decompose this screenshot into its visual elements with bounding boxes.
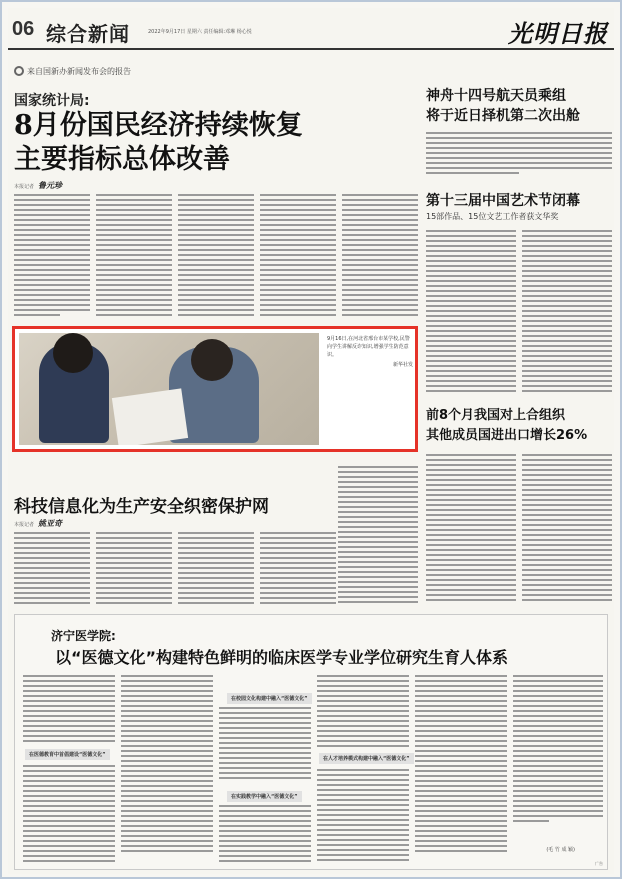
article-column [23, 765, 115, 865]
article-column [23, 675, 115, 745]
masthead-logo: 光明日报 [508, 19, 608, 48]
article-column [426, 230, 516, 395]
page-header [8, 8, 614, 50]
story-headline-art-festival: 第十三届中国艺术节闭幕 [426, 193, 580, 209]
page-number: 06 [12, 18, 35, 40]
ad-label: 广告 [595, 861, 603, 866]
article-column [219, 805, 311, 865]
feature-subhead: 在校园文化构建中融入“医德文化” [227, 693, 312, 704]
article-column [14, 194, 90, 319]
feature-credit: (毛 竹 成 颖) [546, 847, 575, 853]
lead-kicker: 来自国新办新闻发布会的报告 [14, 66, 131, 77]
article-column [178, 194, 254, 319]
article-column [426, 454, 516, 604]
newspaper-page [8, 8, 614, 874]
article-column [342, 194, 418, 319]
article-column [96, 532, 172, 607]
article-column [96, 194, 172, 319]
article-column [219, 707, 311, 782]
article-column [317, 675, 409, 750]
story-headline-sco-trade: 前8个月我国对上合组织 其他成员国进出口增长26% [426, 408, 588, 443]
article-column [522, 230, 612, 395]
article-column [260, 194, 336, 319]
story-byline-safety: 本报记者 姚亚奇 [14, 518, 63, 528]
article-column [178, 532, 254, 607]
story-headline-safety: 科技信息化为生产安全织密保护网 [14, 497, 269, 517]
issue-meta: 2022年9月17日 星期六 责任编辑:邓琳 杨心悦 [148, 29, 252, 35]
news-photo [19, 333, 319, 445]
photo-credit: 新华社发 [392, 362, 413, 368]
feature-headline: 以“医德文化”构建特色鲜明的临床医学专业学位研究生育人体系 [55, 648, 509, 667]
feature-subhead: 在医德教育中首倡建设“医德文化” [25, 749, 110, 760]
article-column [415, 675, 507, 855]
article-column [522, 454, 612, 604]
lead-headline: 8月份国民经济持续恢复 主要指标总体改善 [14, 110, 303, 175]
story-headline-shenzhou: 神舟十四号航天员乘组 将于近日择机第二次出舱 [426, 88, 580, 124]
highlighted-photo-block[interactable] [12, 326, 418, 452]
article-column [426, 132, 612, 177]
article-column [260, 532, 336, 607]
story-subtitle-art-festival: 15部作品、15位文艺工作者获文华奖 [426, 212, 559, 221]
lead-byline: 本报记者 鲁元珍 [14, 180, 63, 190]
feature-kicker: 济宁医学院: [51, 629, 116, 643]
article-column [121, 675, 213, 855]
section-title: 综合新闻 [46, 22, 130, 46]
feature-advertorial [14, 614, 608, 870]
g-logo-icon [14, 66, 24, 76]
article-column [338, 466, 418, 606]
feature-subhead: 在人才培养模式构建中融入“医德文化” [319, 753, 414, 764]
photo-caption: 9月16日,在河北省邢台市某学校,民警向学生讲解反诈知识,增强学生防范意识。 新华社发 [327, 336, 413, 368]
feature-subhead: 在实践教学中融入“医德文化” [227, 791, 302, 802]
article-column [317, 769, 409, 864]
article-column [14, 532, 90, 607]
lead-subtitle: 国家统计局: [14, 93, 90, 109]
article-column [513, 675, 603, 825]
